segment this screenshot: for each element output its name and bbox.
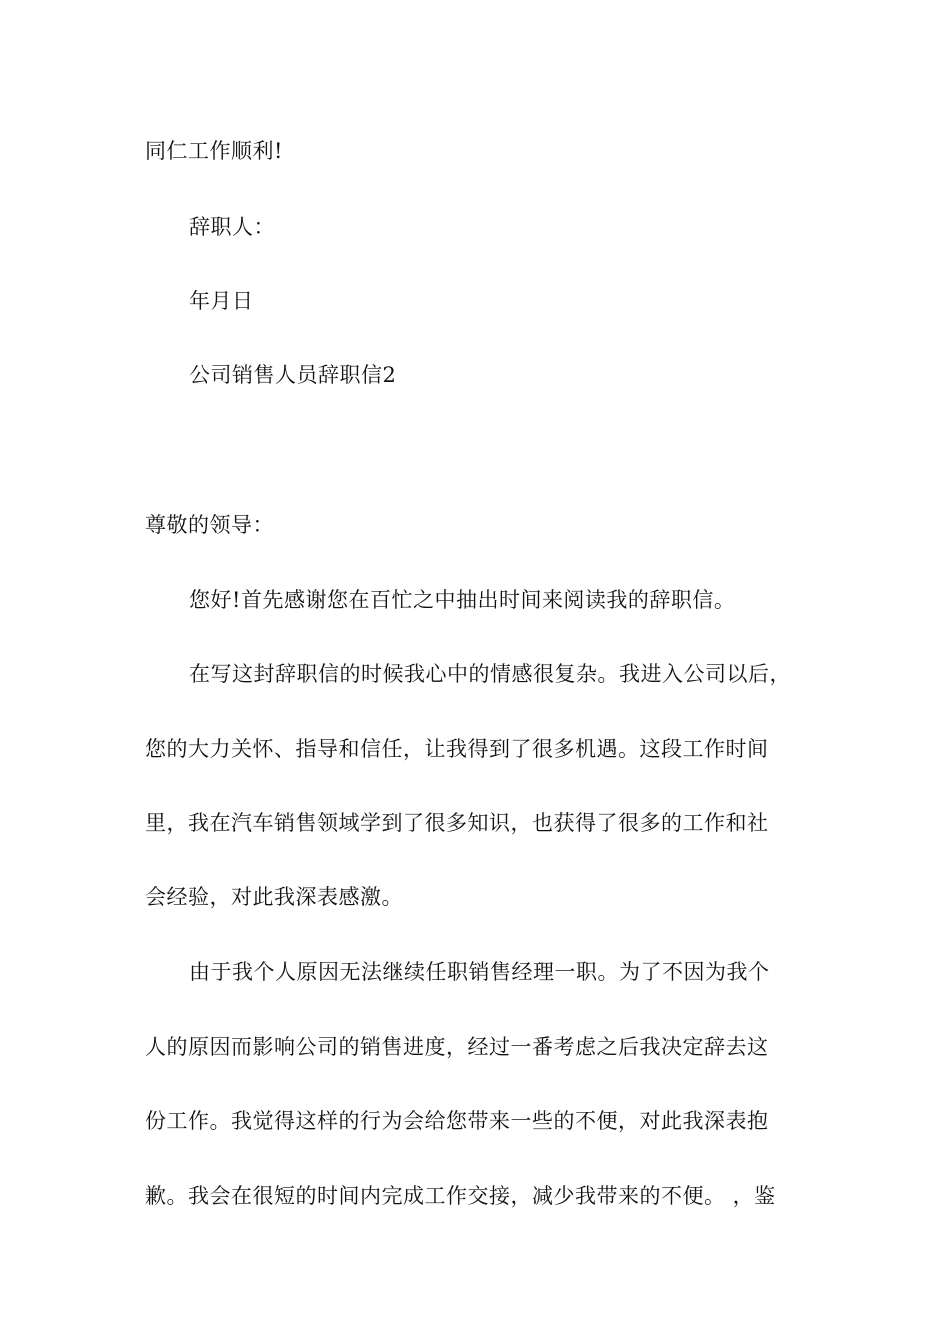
paragraph-line: 份工作。我觉得这样的行为会给您带来一些的不便，对此我深表抱 bbox=[145, 1109, 769, 1133]
salutation: 尊敬的领导： bbox=[145, 513, 274, 537]
paragraph-line: 会经验，对此我深表感激。 bbox=[145, 885, 403, 909]
date-label: 年月日 bbox=[189, 289, 254, 313]
signature-label: 辞职人： bbox=[189, 215, 275, 239]
paragraph-line: 由于我个人原因无法继续任职销售经理一职。为了不因为我个 bbox=[189, 960, 770, 984]
section-title: 公司销售人员辞职信2 bbox=[189, 363, 397, 387]
paragraph-line: 您的大力关怀、指导和信任，让我得到了很多机遇。这段工作时间 bbox=[145, 737, 769, 761]
paragraph-line: 您好!首先感谢您在百忙之中抽出时间来阅读我的辞职信。 bbox=[189, 588, 736, 612]
paragraph-line: 在写这封辞职信的时候我心中的情感很复杂。我进入公司以后， bbox=[189, 662, 791, 686]
paragraph-line: 歉。我会在很短的时间内完成工作交接，减少我带来的不便。 ，鉴 bbox=[145, 1184, 776, 1208]
closing-line: 同仁工作顺利! bbox=[145, 139, 283, 163]
paragraph-line: 人的原因而影响公司的销售进度，经过一番考虑之后我决定辞去这 bbox=[145, 1035, 769, 1059]
paragraph-line: 里，我在汽车销售领域学到了很多知识，也获得了很多的工作和社 bbox=[145, 811, 769, 835]
